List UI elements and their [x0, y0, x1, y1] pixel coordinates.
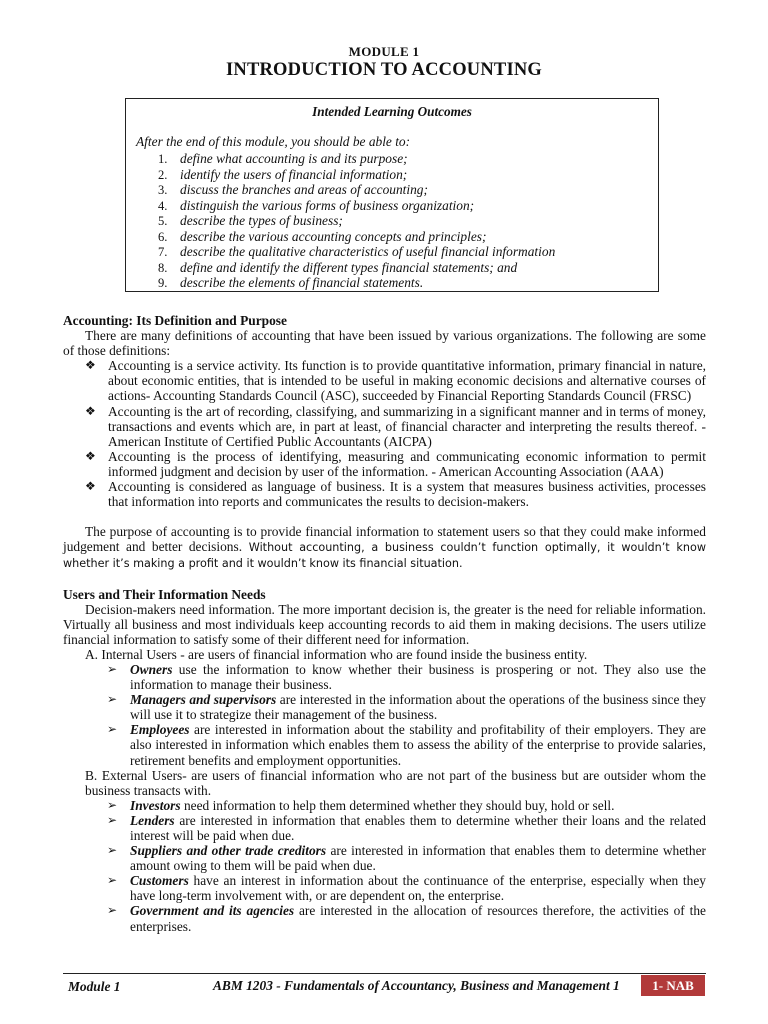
users-intro-paragraph: Decision-makers need information. The more important decision is, the greater is the need for reliable information. Virtually all business and most individuals keep accounting records to aid them in making decisions. The users utilize financial information to satisfy some of their different need for information. — [63, 601, 706, 647]
internal-users-heading: A. Internal Users - are users of financial information who are found inside the business entity. — [85, 646, 588, 662]
definition-text: Accounting is the process of identifying, measuring and communicating economic information to permit informed judgment and decision by user of the information. - American Accounting Association (AAA) — [108, 448, 706, 479]
arrow-bullet-icon: ➢ — [107, 661, 118, 676]
arrow-bullet-icon: ➢ — [107, 722, 118, 737]
learning-outcomes-title: Intended Learning Outcomes — [312, 104, 472, 119]
learning-outcome-item — [158, 151, 555, 167]
arrow-bullet-icon: ➢ — [107, 843, 118, 858]
outcome-text: discuss the branches and areas of accounting; — [180, 182, 428, 197]
footer-course-title: ABM 1203 - Fundamentals of Accountancy, Business and Management 1 — [213, 978, 620, 993]
diamond-bullet-icon: ❖ — [85, 448, 96, 463]
external-users-list — [63, 798, 706, 934]
user-item — [63, 813, 706, 843]
user-description: are interested in the information about the operations of the business since they will use it to strategize their management of the business. — [130, 692, 707, 723]
learning-outcome-item — [158, 275, 555, 291]
arrow-bullet-icon: ➢ — [107, 903, 118, 918]
diamond-bullet-icon: ❖ — [85, 479, 96, 494]
user-item — [63, 722, 706, 767]
learning-outcome-item — [158, 167, 555, 183]
user-description: are interested in information that enables them to determine whether amount owing to them will be paid when due. — [130, 843, 706, 874]
outcome-number: 5. — [158, 214, 168, 228]
user-item — [63, 903, 706, 933]
user-description: have an interest in information about the continuance of the enterprise, especially when they have long-term involvement with, or are dependent on, the enterprise. — [130, 873, 706, 904]
user-role: Investors — [130, 797, 181, 813]
definition-text: Accounting is considered as language of business. It is a system that measures business activities, processes that information into reports and communicates the results to decision-makers. — [108, 479, 706, 510]
outcome-number: 3. — [158, 183, 168, 197]
user-role: Government and its agencies — [130, 903, 295, 919]
outcome-text: describe the types of business; — [180, 213, 343, 228]
section-heading-definition: Accounting: Its Definition and Purpose — [63, 313, 287, 328]
outcome-number: 2. — [158, 167, 168, 182]
user-role: Customers — [130, 873, 189, 889]
definition-item — [63, 449, 706, 479]
outcome-number: 9. — [158, 276, 168, 290]
user-description: use the information to know whether their business is prospering or not. They also use the information to manage their business. — [130, 661, 706, 693]
definition-item — [63, 479, 706, 509]
footer-divider — [63, 973, 706, 974]
outcome-number: 4. — [158, 198, 168, 213]
learning-outcome-item — [158, 229, 555, 245]
user-role: Owners — [130, 661, 173, 677]
arrow-bullet-icon: ➢ — [107, 873, 118, 888]
document-body — [63, 313, 706, 934]
page-title: INTRODUCTION TO ACCOUNTING — [226, 60, 542, 80]
user-role: Managers and supervisors — [130, 692, 277, 708]
definition-text: Accounting is a service activity. Its function is to provide quantitative information, primary financial in nature, about economic entities, that is intended to be useful in making economic decisions and alternative courses of actions- Accounting Standards Council (ASC), succeeded by Financial Reporting Standards Council (FRSC) — [108, 358, 706, 404]
outcome-number: 1. — [158, 152, 168, 166]
user-item — [63, 692, 706, 722]
outcome-number: 6. — [158, 229, 168, 244]
diamond-bullet-icon: ❖ — [85, 403, 96, 418]
arrow-bullet-icon: ➢ — [107, 797, 118, 812]
purpose-paragraph — [63, 524, 706, 571]
section-heading-users: Users and Their Information Needs — [63, 586, 266, 602]
outcome-number: 8. — [158, 260, 168, 275]
arrow-bullet-icon: ➢ — [107, 812, 118, 827]
user-role: Lenders — [130, 812, 175, 828]
outcome-text: distinguish the various forms of business organization; — [180, 197, 475, 213]
definition-intro-paragraph: There are many definitions of accounting that have been issued by various organizations. The following are some of those definitions: — [63, 328, 706, 359]
external-users-heading: B. External Users- are users of financial information who are not part of the business but are outsider whom the business transacts with. — [85, 767, 706, 798]
definition-list — [63, 358, 706, 509]
page-number-badge: 1- NAB — [641, 975, 705, 996]
purpose-text-continued: Without accounting, a business couldn’t function optimally, it wouldn’t know whether it’s making a profit and it wouldn’t know its financial situation. — [63, 541, 706, 571]
footer-module-label: Module 1 — [68, 979, 121, 994]
outcome-text: describe the qualitative characteristics of useful financial information — [180, 244, 556, 259]
module-label: MODULE 1 — [348, 44, 420, 59]
user-item — [63, 843, 706, 873]
user-description: are interested in information that enables them to determine whether their loans and the related interest will be paid when due. — [130, 812, 706, 843]
outcome-number: 7. — [158, 245, 168, 259]
definition-item — [63, 404, 706, 449]
purpose-text: The purpose of accounting is to provide financial information to statement users so that they could make informed judgement and better decisions. — [63, 524, 706, 555]
learning-outcome-item — [158, 213, 555, 229]
learning-outcomes-intro: After the end of this module, you should be able to: — [136, 134, 411, 149]
learning-outcome-item — [158, 244, 555, 260]
user-role: Employees — [130, 722, 190, 738]
learning-outcome-item — [158, 182, 555, 198]
outcome-text: define what accounting is and its purpose; — [180, 151, 408, 166]
learning-outcome-item — [158, 260, 555, 276]
diamond-bullet-icon: ❖ — [85, 358, 96, 373]
user-description: are interested in information about the stability and profitability of their employers. They are also interested in information which enables them to assess the ability of the enterprise to provide salaries, retirement benefits and employment opportunities. — [130, 722, 706, 768]
outcome-text: define and identify the different types financial statements; and — [180, 259, 518, 275]
outcome-text: describe the various accounting concepts and principles; — [180, 228, 487, 244]
learning-outcomes-list — [158, 151, 555, 291]
learning-outcomes-box — [125, 98, 659, 292]
outcome-text: identify the users of financial information; — [180, 166, 408, 182]
definition-item — [63, 358, 706, 403]
arrow-bullet-icon: ➢ — [107, 692, 118, 707]
user-item — [63, 873, 706, 903]
internal-users-list — [63, 662, 706, 768]
user-description: are interested in the allocation of resources therefore, the activities of the enterprises. — [130, 903, 706, 934]
user-item — [63, 798, 706, 813]
paragraph-spacer — [63, 509, 706, 524]
user-role: Suppliers and other trade creditors — [130, 843, 327, 859]
learning-outcome-item — [158, 198, 555, 214]
user-item — [63, 662, 706, 692]
user-description: need information to help them determined whether they should buy, hold or sell. — [180, 797, 615, 813]
outcome-text: describe the elements of financial statements. — [180, 275, 424, 290]
paragraph-spacer — [63, 572, 706, 587]
definition-text: Accounting is the art of recording, classifying, and summarizing in a significant manner and in terms of money, transactions and events which are, in part at least, of financial character and interpreting the results thereof. - American Institute of Certified Public Accountants (AICPA) — [108, 403, 706, 449]
